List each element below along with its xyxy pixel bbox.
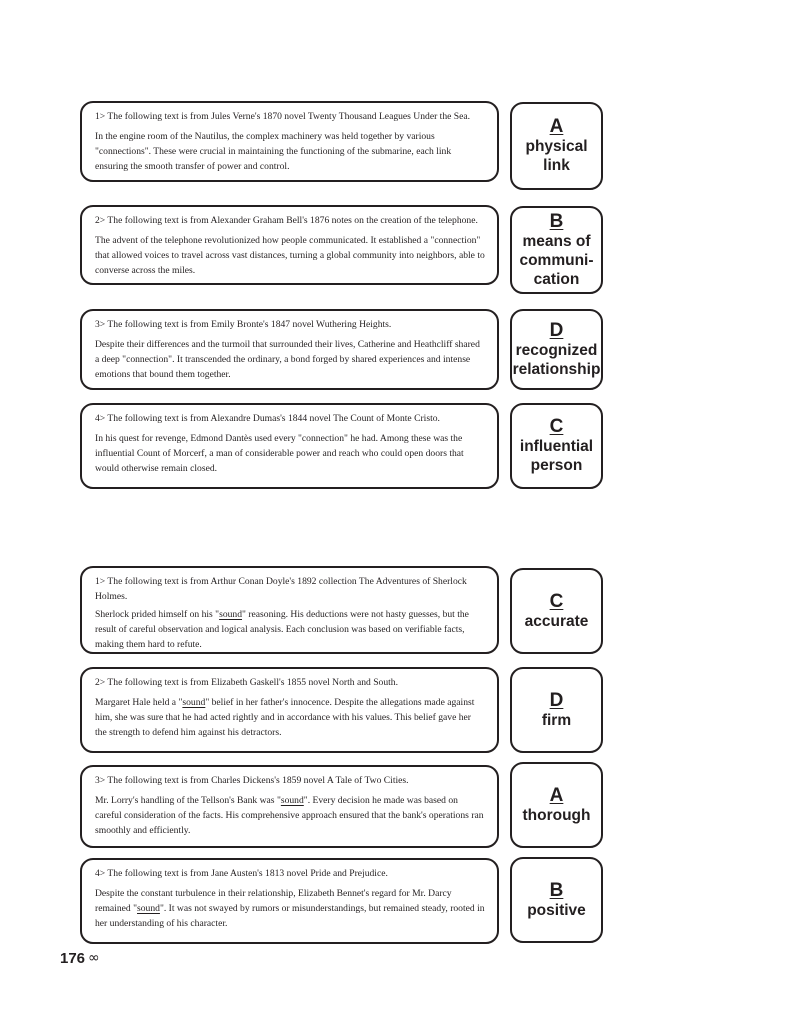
answer-letter: D bbox=[549, 319, 564, 341]
passage-text-pre: Margaret Hale held a " bbox=[95, 697, 183, 708]
passage-text: In the engine room of the Nautilus, the complex machinery was held together by various "connections". These were crucial in maintaining the functioning of the submarine, each link ensuring the smooth transfer of power and control. bbox=[95, 131, 452, 172]
passage-text-pre: Sherlock prided himself on his " bbox=[95, 609, 220, 620]
passage-card-4 bbox=[80, 403, 499, 489]
answer-letter: B bbox=[549, 210, 564, 232]
passage-heading: 4> The following text is from Jane Austen's 1813 novel Pride and Prejudice. bbox=[95, 868, 388, 879]
answer-word: thorough bbox=[522, 806, 591, 824]
passage-card-1 bbox=[80, 101, 499, 182]
answer-word: recognized relationship bbox=[512, 341, 601, 378]
answer-word: accurate bbox=[524, 612, 589, 630]
infinity-ornament-icon: ∞ bbox=[88, 950, 100, 966]
answer-word: means of communi-cation bbox=[519, 232, 594, 288]
passage-text-pre: Mr. Lorry's handling of the Tellson's Bank was " bbox=[95, 795, 281, 806]
passage-heading: 2> The following text is from Alexander Graham Bell's 1876 notes on the creation of the telephone. bbox=[95, 215, 478, 226]
answer-box-1 bbox=[510, 102, 603, 190]
answer-word: positive bbox=[527, 901, 586, 919]
answer-box-3 bbox=[510, 309, 603, 390]
passage-text: The advent of the telephone revolutionized how people communicated. It established a "connection" that allowed voices to travel across vast distances, turning a global community into neighbors, able to converse across the miles. bbox=[95, 235, 485, 276]
passage-heading: 3> The following text is from Emily Bronte's 1847 novel Wuthering Heights. bbox=[95, 319, 392, 330]
passage-card-2 bbox=[80, 205, 499, 285]
target-word: sound bbox=[219, 609, 243, 620]
passage-text-post: " reasoning. His deductions were not hasty guesses, but the result of careful observation and logical analysis. Each conclusion was based on verifiable facts, making them hard to refute. bbox=[95, 609, 469, 650]
passage-heading: 1> The following text is from Arthur Conan Doyle's 1892 collection The Adventures of Sherlock Holmes. bbox=[95, 576, 467, 602]
answer-letter: C bbox=[549, 416, 564, 437]
passage-text bbox=[95, 886, 485, 931]
passage-heading: 3> The following text is from Charles Dickens's 1859 novel A Tale of Two Cities. bbox=[95, 775, 409, 786]
answer-word: influential person bbox=[519, 438, 594, 474]
passage-text: In his quest for revenge, Edmond Dantès used every "connection" he had. Among these was the influential Count of Morcerf, a man of considerable power and reach who could open doors that would otherwise remain closed. bbox=[95, 433, 464, 474]
target-word: sound bbox=[182, 697, 206, 708]
answer-letter: A bbox=[549, 116, 564, 137]
answer-word: firm bbox=[541, 711, 572, 729]
passage-card-5 bbox=[80, 566, 499, 654]
passage-card-6 bbox=[80, 667, 499, 753]
passage-card-7 bbox=[80, 765, 499, 848]
passage-text-post: ". Every decision he made was based on careful consideration of the facts. His comprehensive approach ensured that the bank's operations ran smoothly and efficiently. bbox=[95, 795, 484, 836]
passage-text-post: ". It was not swayed by rumors or misunderstandings, but remained steady, rooted in her understanding of his character. bbox=[95, 903, 485, 929]
passage-text bbox=[95, 607, 485, 652]
answer-box-2 bbox=[510, 206, 603, 294]
answer-letter: A bbox=[549, 784, 564, 806]
target-word: sound bbox=[280, 795, 304, 806]
passage-heading: 1> The following text is from Jules Verne's 1870 novel Twenty Thousand Leagues Under the Sea. bbox=[95, 111, 471, 122]
passage-card-8 bbox=[80, 858, 499, 944]
answer-letter: C bbox=[549, 590, 564, 612]
target-word: sound bbox=[137, 903, 160, 914]
answer-letter: B bbox=[549, 879, 564, 901]
answer-box-5 bbox=[510, 568, 603, 654]
passage-text-pre: Despite the constant turbulence in their relationship, Elizabeth Bennet's regard for Mr. Darcy remained " bbox=[95, 888, 452, 914]
passage-card-3 bbox=[80, 309, 499, 390]
answer-box-8 bbox=[510, 857, 603, 943]
page-number: 176 bbox=[60, 950, 86, 967]
passage-text-post: " belief in her father's innocence. Despite the allegations made against him, she was sure that he had acted rightly and in accordance with his values. This belief gave her the strength to defend him against his detractors. bbox=[95, 697, 475, 738]
passage-heading: 4> The following text is from Alexandre Dumas's 1844 novel The Count of Monte Cristo. bbox=[95, 413, 440, 424]
passage-text: Despite their differences and the turmoil that surrounded their lives, Catherine and Heathcliff shared a deep "connection". It transcended the ordinary, a bond forged by shared experiences and intense emotions that bound them together. bbox=[95, 339, 480, 380]
answer-box-6 bbox=[510, 667, 603, 753]
passage-text bbox=[95, 695, 485, 740]
answer-letter: D bbox=[549, 689, 564, 711]
answer-box-4 bbox=[510, 403, 603, 489]
answer-word: physical link bbox=[525, 138, 588, 174]
answer-box-7 bbox=[510, 762, 603, 848]
passage-text bbox=[95, 793, 485, 838]
passage-heading: 2> The following text is from Elizabeth Gaskell's 1855 novel North and South. bbox=[95, 677, 398, 688]
